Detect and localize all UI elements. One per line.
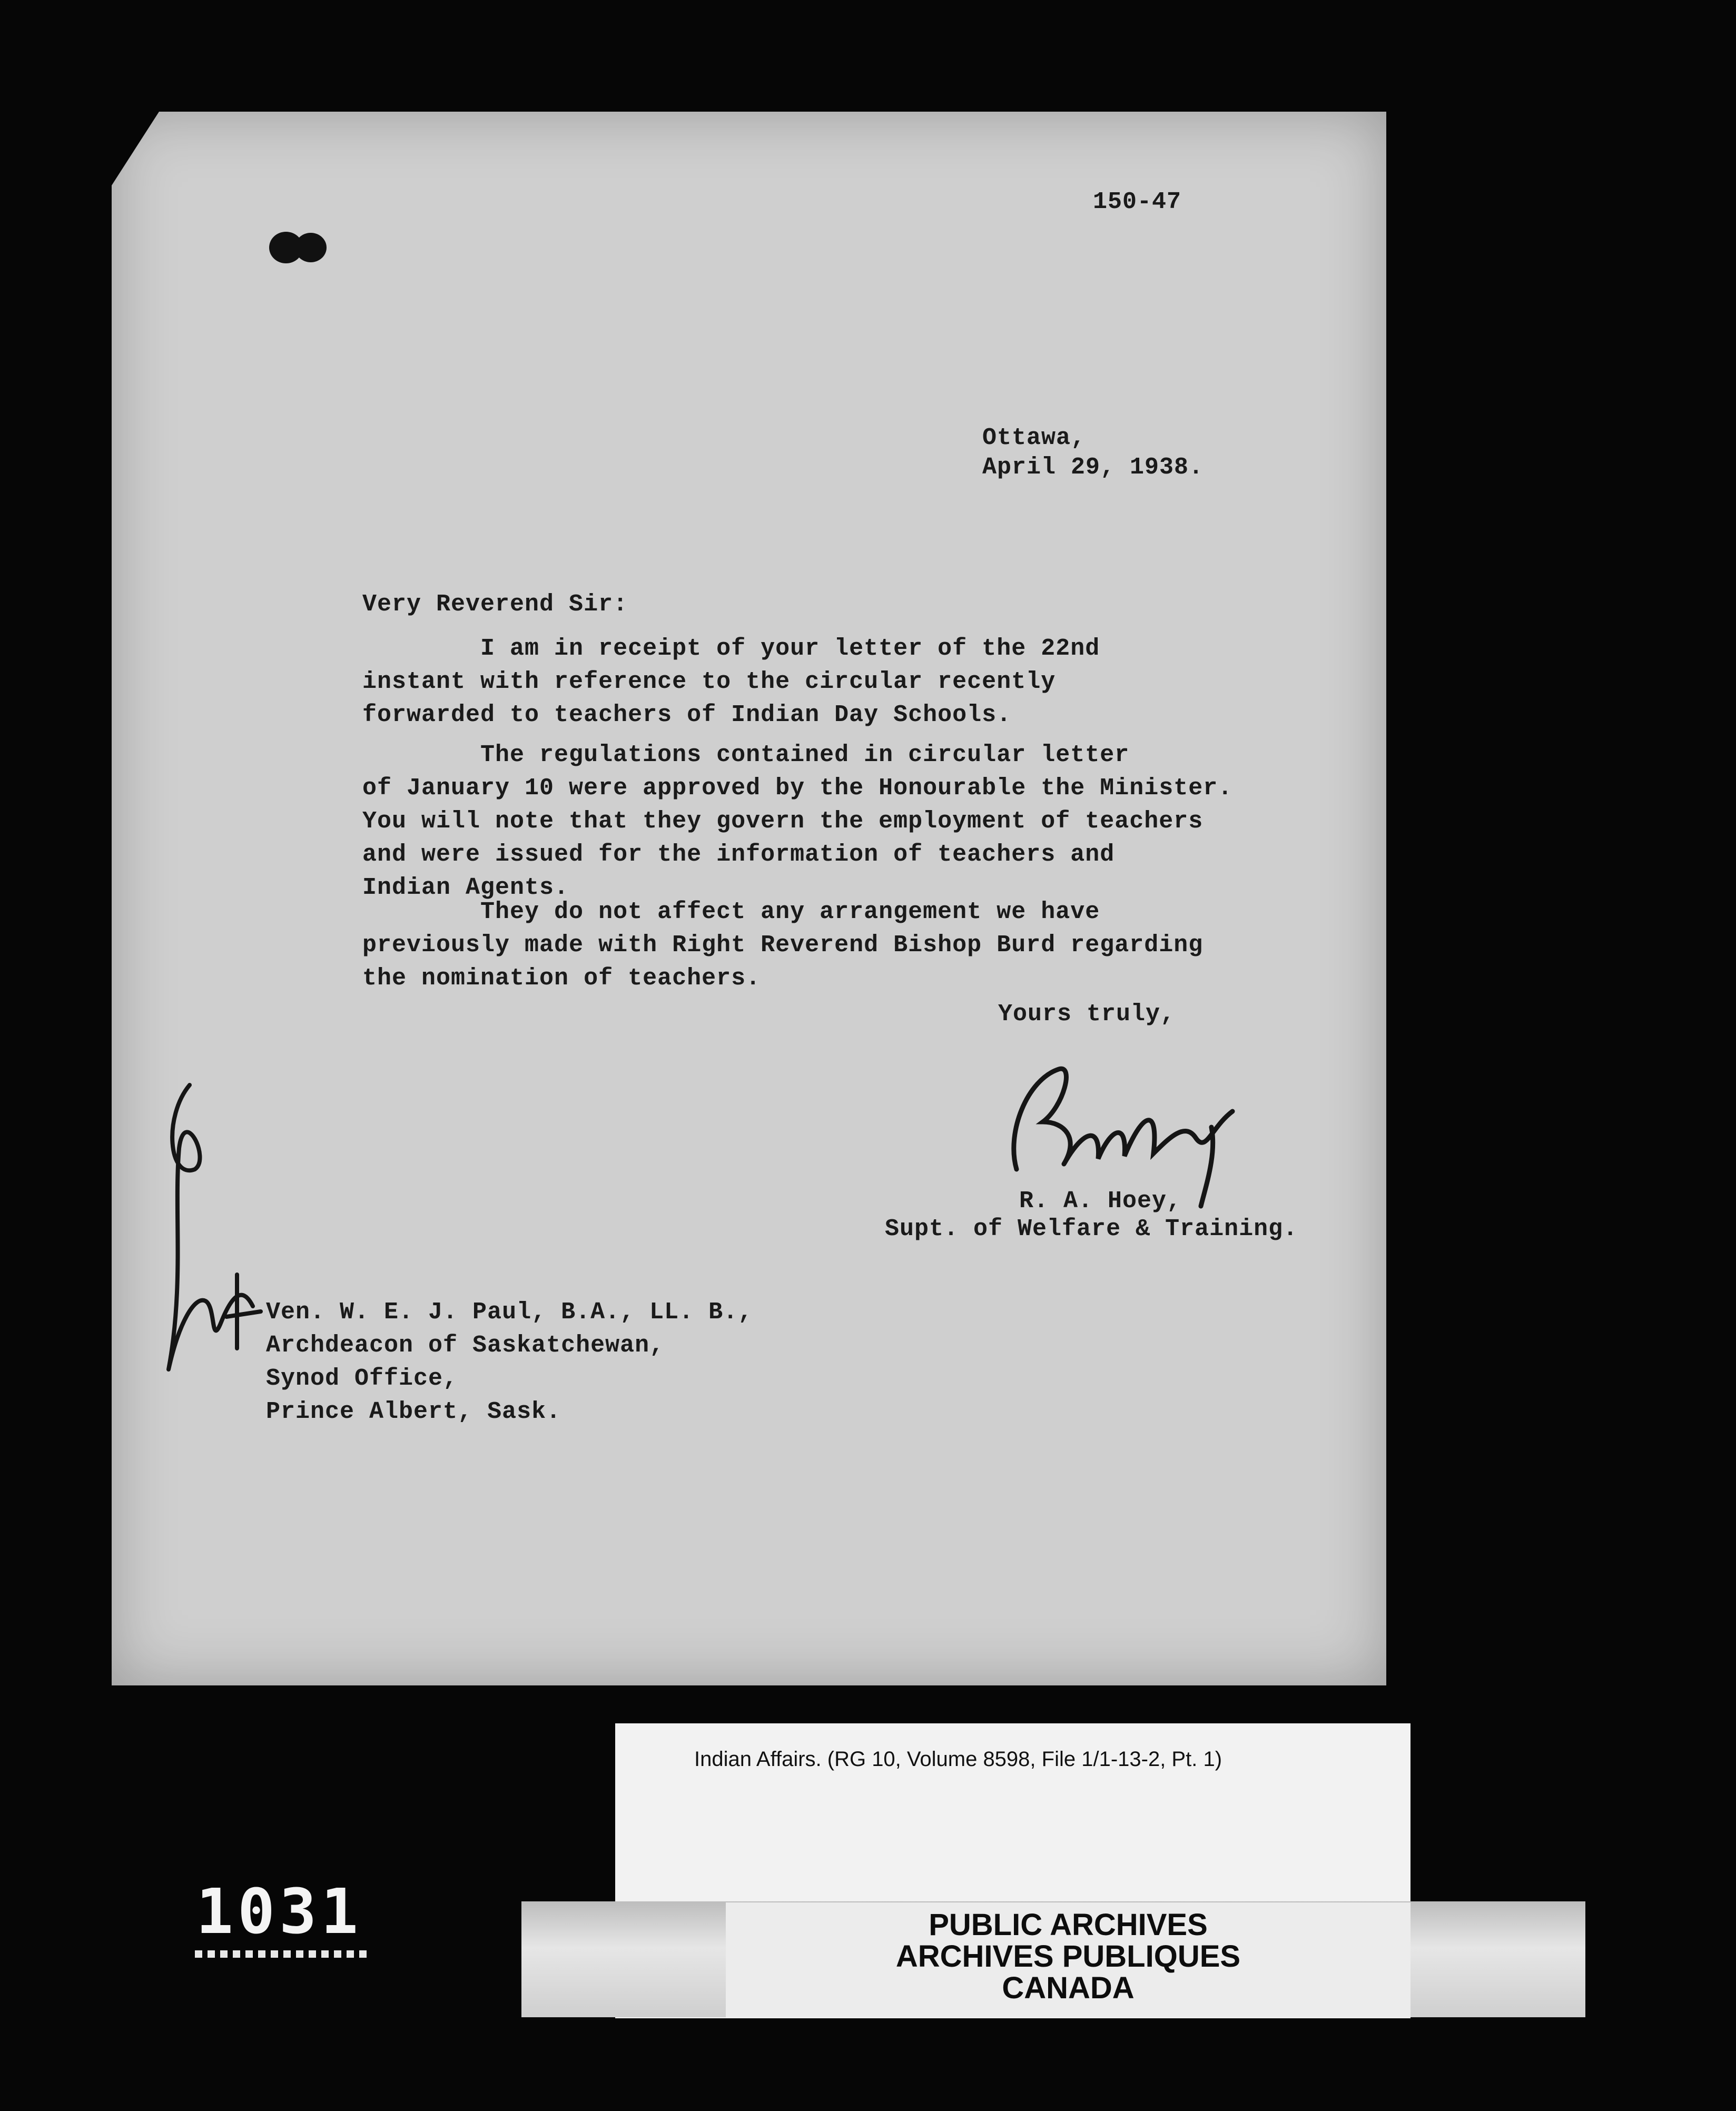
salutation: Very Reverend Sir:	[362, 591, 628, 618]
letter-place: Ottawa,	[982, 425, 1086, 451]
stamp-line: PUBLIC ARCHIVES	[929, 1908, 1208, 1942]
recipient-address	[266, 1296, 753, 1428]
folded-corner	[112, 112, 159, 185]
paragraph-3: They do not affect any arrangement we have previously made with Right Reverend Bishop Burd regarding the nomination of teachers.	[362, 899, 1204, 992]
punch-hole-mark	[268, 226, 331, 269]
signatory-name: R. A. Hoey,	[1019, 1188, 1182, 1215]
stamp-line: ARCHIVES PUBLIQUES	[895, 1939, 1241, 1974]
paragraph-2: The regulations contained in circular letter of January 10 were approved by the Honourable the Minister. You will note that they govern the employment of teachers and were issued for the information of teachers and Indian Agents.	[362, 742, 1233, 901]
address-line: Ven. W. E. J. Paul, B.A., LL. B.,	[266, 1299, 753, 1326]
address-line: Prince Albert, Sask.	[266, 1398, 561, 1425]
archive-reference: Indian Affairs. (RG 10, Volume 8598, File 1/1-13-2, Pt. 1)	[694, 1748, 1222, 1771]
stamp-line: CANADA	[1002, 1971, 1135, 2005]
handwritten-initials	[147, 1074, 269, 1390]
signatory-title: Supt. of Welfare & Training.	[885, 1216, 1298, 1242]
archive-stamp	[726, 1909, 1410, 2004]
letter-date: April 29, 1938.	[982, 454, 1204, 481]
address-line: Synod Office,	[266, 1365, 458, 1392]
paragraph-1: I am in receipt of your letter of the 22nd instant with reference to the circular recently forwarded to teachers of Indian Day Schools.	[362, 635, 1100, 728]
frame-counter-ticks	[195, 1946, 374, 1962]
closing: Yours truly,	[998, 1001, 1176, 1028]
file-number: 150-47	[1093, 189, 1182, 215]
frame-counter: 1031	[196, 1875, 363, 1948]
address-line: Archdeacon of Saskatchewan,	[266, 1332, 665, 1359]
